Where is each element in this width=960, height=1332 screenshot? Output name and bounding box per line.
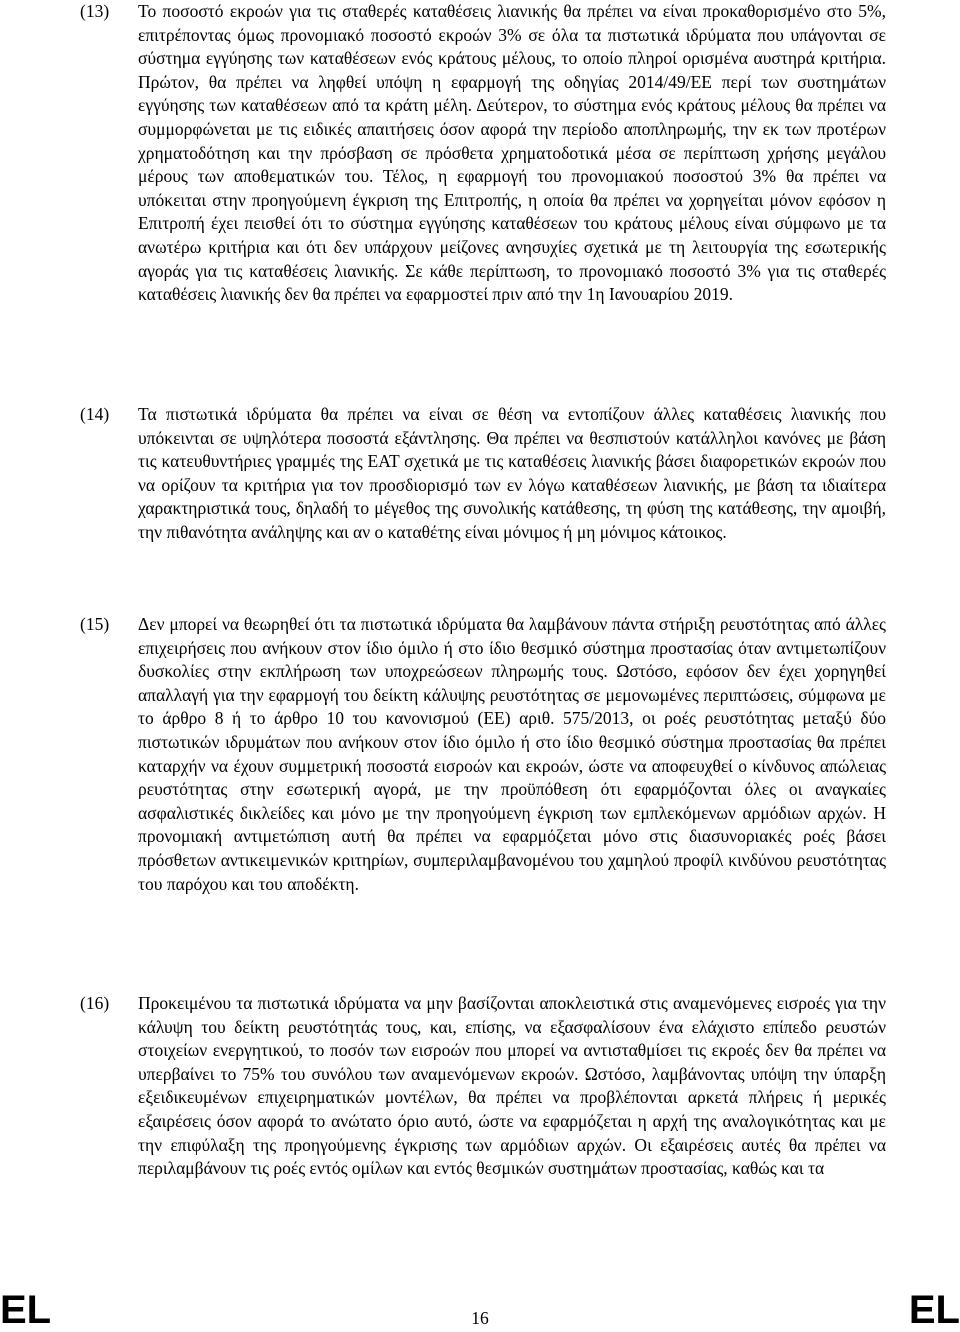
paragraph-number: (15) — [80, 614, 110, 634]
paragraph-14 — [80, 403, 886, 545]
paragraph-body: Τα πιστωτικά ιδρύματα θα πρέπει να είναι σε θέση να εντοπίζουν άλλες καταθέσεις λιανικής που υπόκεινται σε υψηλότερα ποσοστά εξάντλησης. Θα πρέπει να θεσπιστούν κατάλληλοι κανόνες με βάση τις κατευθυντήριες γραμμές της ΕΑΤ σχετικά με τις καταθέσεις λιανικής βάσει διαφορετικών εκροών που να ορίζουν τα κριτήρια για τον προσδιορισμό των εν λόγω καταθέσεων λιανικής, με βάση τα ιδιαίτερα χαρακτηριστικά τους, δηλαδή το μέγεθος της συνολικής κατάθεσης, τη φύση της κατάθεσης, την αμοιβή, την πιθανότητα ανάληψης και αν ο καταθέτης είναι μόνιμος ή μη μόνιμος κάτοικος. — [138, 404, 886, 542]
paragraph-body: Το ποσοστό εκροών για τις σταθερές καταθέσεις λιανικής θα πρέπει να είναι προκαθορισμένο στο 5%, επιτρέποντας όμως προνομιακό ποσοστό εκροών 3% σε όλα τα πιστωτικά ιδρύματα που υπάγονται σε σύστημα εγγύησης των καταθέσεων ενός κράτους μέλους, το οποίο πληροί ορισμένα αυστηρά κριτήρια. Πρώτον, θα πρέπει να ληφθεί υπόψη η εφαρμογή της οδηγίας 2014/49/ΕΕ περί των συστημάτων εγγύησης των καταθέσεων από τα κράτη μέλη. Δεύτερον, το σύστημα ενός κράτους μέλους θα πρέπει να συμμορφώνεται με τις ειδικές απαιτήσεις όσον αφορά την περίοδο αποπληρωμής, την εκ των προτέρων χρηματοδότηση και την πρόσβαση σε πρόσθετα χρηματοδοτικά μέσα σε περίπτωση χρήσης μεγάλου μέρους των αποθεματικών του. Τέλος, η εφαρμογή του προνομιακού ποσοστού 3% θα πρέπει να υπόκειται στην προηγούμενη έγκριση της Επιτροπής, η οποία θα πρέπει να χορηγείται μόνον εφόσον η Επιτροπή έχει πεισθεί ότι το σύστημα εγγύησης καταθέσεων του κράτους μέλους είναι σύμφωνο με τα ανωτέρω κριτήρια και ότι δεν υπάρχουν μείζονες ανησυχίες σχετικά με τη λειτουργία της εσωτερικής αγοράς για τις καταθέσεις λιανικής. Σε κάθε περίπτωση, το προνομιακό ποσοστό 3% για τις σταθερές καταθέσεις λιανικής δεν θα πρέπει να εφαρμοστεί πριν από την 1η Ιανουαρίου 2019. — [138, 1, 886, 305]
paragraph-15 — [80, 613, 886, 896]
paragraph-text — [138, 0, 886, 307]
footer-language-code-right: EL — [908, 1288, 960, 1332]
footer-language-code-left: EL — [0, 1288, 52, 1332]
paragraph-body: Προκειμένου τα πιστωτικά ιδρύματα να μην βασίζονται αποκλειστικά στις αναμενόμενες εισροές για την κάλυψη του δείκτη ρευστότητάς τους, και, επίσης, να εξασφαλίσουν ένα ελάχιστο επίπεδο ρευστών στοιχείων ενεργητικού, το ποσόν των εισροών που μπορεί να αντισταθμίσει τις εκροές δεν θα πρέπει να υπερβαίνει το 75% του συνόλου των αναμενόμενων εκροών. Ωστόσο, λαμβάνοντας υπόψη την ύπαρξη εξειδικευμένων επιχειρηματικών μοντέλων, θα πρέπει να προβλέπονται αρκετά πλήρεις ή μερικές εξαιρέσεις όσον αφορά το ανώτατο όριο αυτό, ώστε να εφαρμόζεται η αρχή της αναλογικότητας και με την επιφύλαξη της προηγούμενης έγκρισης των αρμόδιων αρχών. Οι εξαιρέσεις αυτές θα πρέπει να περιλαμβάνουν τις ροές εντός ομίλων και εντός θεσμικών συστημάτων προστασίας, καθώς και τα — [138, 993, 886, 1179]
paragraph-number: (13) — [80, 1, 110, 21]
paragraph-16 — [80, 992, 886, 1181]
paragraph-number: (14) — [80, 404, 110, 424]
paragraph-body: Δεν μπορεί να θεωρηθεί ότι τα πιστωτικά ιδρύματα θα λαμβάνουν πάντα στήριξη ρευστότητας από άλλες επιχειρήσεις που ανήκουν στον ίδιο όμιλο ή στο ίδιο θεσμικό σύστημα προστασίας όταν αντιμετωπίζουν δυσκολίες στην εκπλήρωση των υποχρεώσεων πληρωμής τους. Ωστόσο, εφόσον δεν έχει χορηγηθεί απαλλαγή για την εφαρμογή του δείκτη κάλυψης ρευστότητας σε μεμονωμένες περιπτώσεις, σύμφωνα με το άρθρο 8 ή το άρθρο 10 του κανονισμού (ΕΕ) αριθ. 575/2013, οι ροές ρευστότητας μεταξύ δύο πιστωτικών ιδρυμάτων που ανήκουν στον ίδιο όμιλο ή στο ίδιο θεσμικό σύστημα προστασίας θα πρέπει καταρχήν να έχουν συμμετρική ποσοστά εισροών και εκροών, ώστε να αποφευχθεί ο κίνδυνος απώλειας ρευστότητας στην εσωτερική αγορά, με την προϋπόθεση ότι εφαρμόζονται όλες οι αναγκαίες ασφαλιστικές δικλείδες και μόνο με την προηγούμενη έγκριση των εμπλεκόμενων αρμόδιων αρχών. Η προνομιακή αντιμετώπιση αυτή θα πρέπει να εφαρμόζεται μόνο στις διασυνοριακές ροές βάσει πρόσθετων αντικειμενικών κριτηρίων, συμπεριλαμβανομένου του χαμηλού προφίλ κινδύνου ρευστότητας του παρόχου και του αποδέκτη. — [138, 614, 886, 894]
paragraph-text — [138, 613, 886, 896]
footer-page-number: 16 — [471, 1308, 489, 1328]
paragraph-text — [138, 992, 886, 1181]
paragraph-number: (16) — [80, 993, 110, 1013]
paragraph-13 — [80, 0, 886, 307]
paragraph-text — [138, 403, 886, 545]
